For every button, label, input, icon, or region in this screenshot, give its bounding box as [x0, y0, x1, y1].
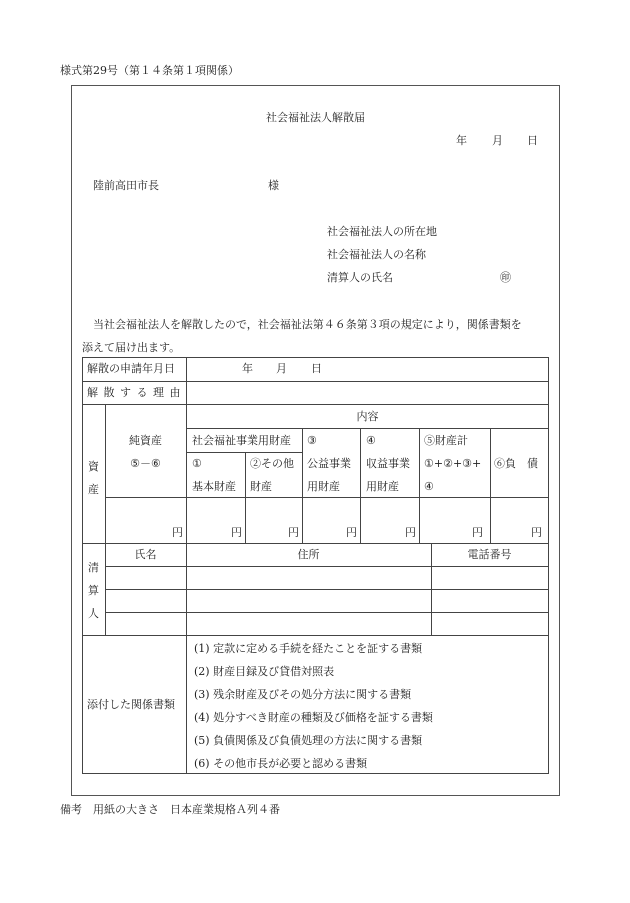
yen-other: 円: [288, 526, 299, 539]
revenue-assets-number: ④: [366, 434, 376, 447]
total-assets-formula: ①+②+③+: [424, 457, 482, 470]
assets-label-2: 産: [88, 483, 99, 496]
reason-label: 解 散 す る 理 由: [87, 386, 182, 399]
yen-public: 円: [346, 526, 357, 539]
attached-doc-6: (6) その他市長が必要と認める書類: [194, 757, 368, 770]
application-date-month: 月: [276, 362, 287, 375]
total-assets-formula-2: ④: [424, 480, 434, 493]
body-text-line2: 添えて届け出ます。: [82, 341, 181, 354]
net-assets-label: 純資産: [129, 434, 162, 447]
addressee-honorific: 様: [268, 179, 279, 192]
corp-name-label: 社会福祉法人の名称: [327, 248, 426, 261]
yen-revenue: 円: [405, 526, 416, 539]
attached-docs-label: 添付した関係書類: [87, 698, 175, 711]
total-assets-label: ⑤財産計: [424, 434, 468, 447]
other-assets-label: ②その他: [250, 457, 294, 470]
liquidator-name-header: 氏名: [134, 548, 157, 561]
yen-total: 円: [472, 526, 483, 539]
attached-doc-3: (3) 残余財産及びその処分方法に関する書類: [194, 688, 412, 701]
liquidator-name-label: 清算人の氏名: [327, 271, 393, 284]
footer-note: 備考 用紙の大きさ 日本産業規格Ａ列４番: [60, 803, 280, 816]
revenue-assets-label: 収益事業: [366, 457, 410, 470]
attached-doc-5: (5) 負債関係及び負債処理の方法に関する書類: [194, 734, 423, 747]
liquidator-label-3: 人: [88, 607, 99, 620]
date-day: 日: [527, 134, 538, 147]
seal-mark: ㊞: [500, 271, 511, 284]
attached-doc-1: (1) 定款に定める手続を経たことを証する書類: [194, 642, 423, 655]
public-assets-number: ③: [307, 434, 317, 447]
assets-label-1: 資: [88, 460, 99, 473]
attached-doc-2: (2) 財産目録及び貸借対照表: [194, 665, 335, 678]
public-assets-label-2: 用財産: [307, 480, 340, 493]
attached-doc-4: (4) 処分すべき財産の種類及び価格を証する書類: [194, 711, 433, 724]
content-header: 内容: [356, 410, 379, 423]
address-label: 社会福祉法人の所在地: [327, 225, 437, 238]
form-number: 様式第29号（第１４条第１項関係）: [60, 64, 239, 77]
revenue-assets-label-2: 用財産: [366, 480, 399, 493]
liquidator-phone-header: 電話番号: [467, 548, 512, 561]
yen-net-assets: 円: [172, 526, 183, 539]
other-assets-label-2: 財産: [250, 480, 272, 493]
application-date-label: 解散の申請年月日: [87, 362, 175, 375]
application-date-day: 日: [311, 362, 322, 375]
liquidator-address-header: 住所: [297, 548, 320, 561]
addressee-name: 陸前高田市長: [93, 179, 159, 192]
basic-assets-number: ①: [192, 457, 202, 470]
application-date-year: 年: [242, 362, 253, 375]
liquidator-label-2: 算: [88, 584, 99, 597]
yen-basic: 円: [231, 526, 242, 539]
net-assets-formula: ⑤－⑥: [130, 457, 161, 470]
basic-assets-label: 基本財産: [192, 480, 236, 493]
date-year: 年: [456, 134, 467, 147]
yen-liabilities: 円: [531, 526, 542, 539]
welfare-business-label: 社会福祉事業用財産: [192, 434, 291, 447]
liquidator-label-1: 清: [88, 561, 99, 574]
form-title: 社会福祉法人解散届: [266, 111, 365, 124]
liabilities-label: ⑥負 債: [494, 457, 538, 470]
date-month: 月: [492, 134, 503, 147]
public-assets-label: 公益事業: [307, 457, 351, 470]
body-text-line1: 当社会福祉法人を解散したので，社会福祉法第４６条第３項の規定により，関係書類を: [93, 318, 522, 331]
